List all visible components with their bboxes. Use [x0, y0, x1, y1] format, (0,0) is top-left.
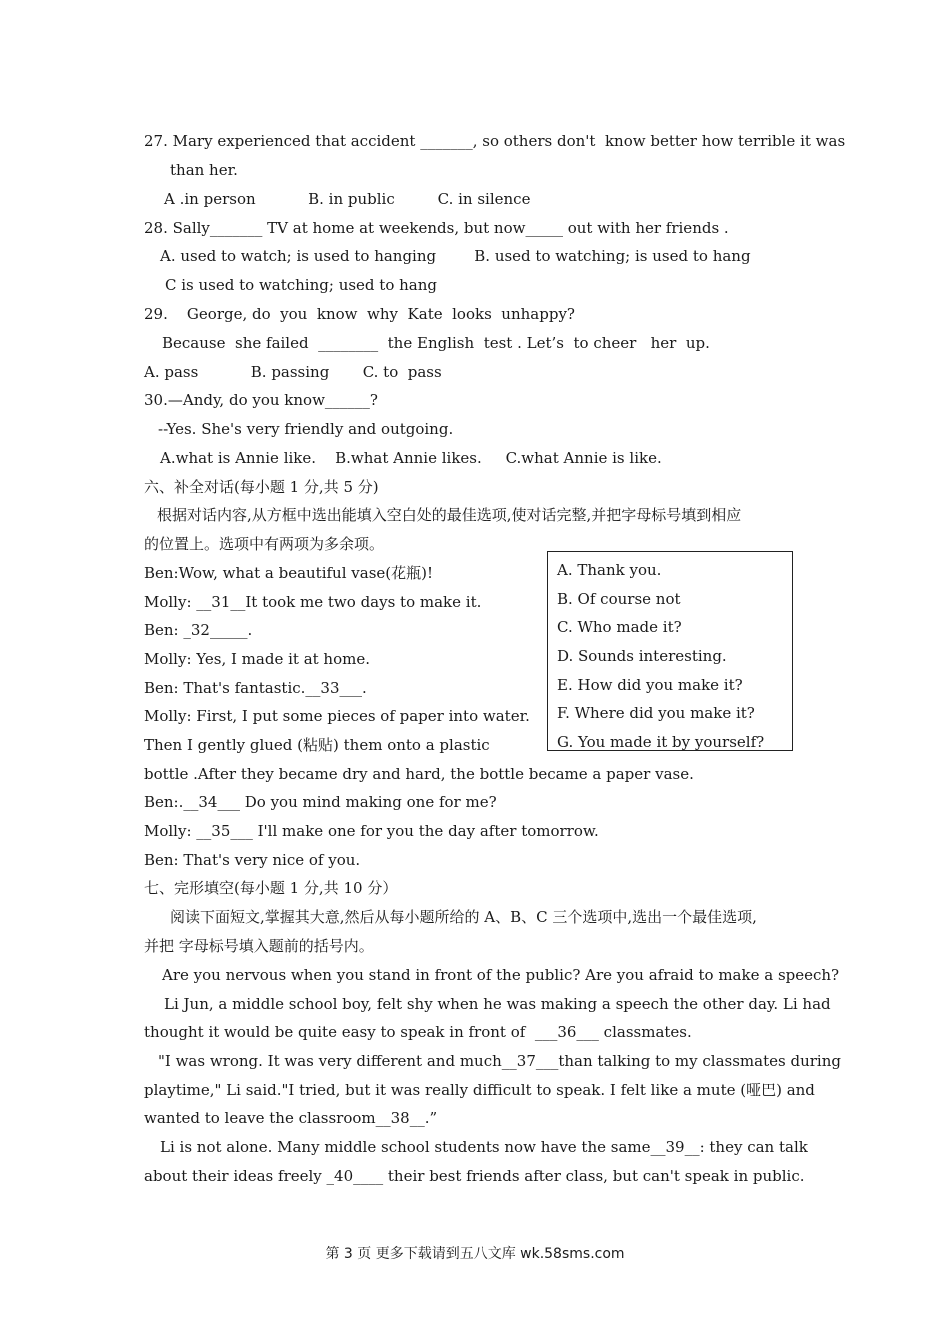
- page-footer: 第 3 页 更多下载请到五八文库 wk.58sms.com: [325, 1246, 625, 1262]
- passage-line: "I was wrong. It was very different and much__37___than talking to my classmates during: [158, 1052, 841, 1070]
- passage-line: about their ideas freely _40____ their best friends after class, but can't speak in public.: [144, 1167, 805, 1185]
- answer-option: E. How did you make it?: [557, 676, 743, 694]
- question-27-stem-continued: than her.: [170, 161, 238, 179]
- question-29-stem: 29. George, do you know why Kate looks unhappy?: [144, 305, 575, 323]
- question-28-options-ab: A. used to watch; is used to hanging B. used to watching; is used to hang: [160, 247, 751, 265]
- dialogue-line: Molly: __35___ I'll make one for you the day after tomorrow.: [144, 822, 599, 840]
- dialogue-line: Molly: __31__It took me two days to make it.: [144, 593, 482, 611]
- section-7-instruction-line2: 并把 字母标号填入题前的括号内。: [144, 937, 374, 955]
- dialogue-line: Molly: Yes, I made it at home.: [144, 650, 370, 668]
- passage-line: wanted to leave the classroom__38__.”: [144, 1109, 438, 1127]
- question-30-stem: 30.—Andy, do you know______?: [144, 391, 378, 409]
- section-6-heading: 六、补全对话(每小题 1 分,共 5 分): [144, 478, 379, 496]
- answer-options-box: [547, 551, 793, 751]
- answer-option: C. Who made it?: [557, 618, 682, 636]
- question-29-stem-continued: Because she failed ________ the English test . Let’s to cheer her up.: [162, 334, 710, 352]
- question-27-stem: 27. Mary experienced that accident _______, so others don't know better how terrible it was: [144, 132, 846, 150]
- section-7-heading: 七、完形填空(每小题 1 分,共 10 分）: [144, 879, 398, 897]
- dialogue-line: Molly: First, I put some pieces of paper into water.: [144, 707, 530, 725]
- answer-option: B. Of course not: [557, 590, 681, 608]
- passage-line: Li is not alone. Many middle school students now have the same__39__: they can talk: [160, 1138, 808, 1156]
- dialogue-line: Ben:.__34___ Do you mind making one for me?: [144, 793, 497, 811]
- passage-line: Li Jun, a middle school boy, felt shy when he was making a speech the other day. Li had: [164, 995, 831, 1013]
- dialogue-line: Then I gently glued (粘贴) them onto a plastic: [144, 736, 490, 754]
- question-30-reply: --Yes. She's very friendly and outgoing.: [158, 420, 454, 438]
- question-28-stem: 28. Sally_______ TV at home at weekends, but now_____ out with her friends .: [144, 219, 729, 237]
- dialogue-line: Ben: _32_____.: [144, 621, 253, 639]
- question-30-options: A.what is Annie like. B.what Annie likes. C.what Annie is like.: [160, 449, 662, 467]
- answer-option: D. Sounds interesting.: [557, 647, 727, 665]
- dialogue-line: Ben: That's very nice of you.: [144, 851, 361, 869]
- section-7-instruction-line1: 阅读下面短文,掌握其大意,然后从每小题所给的 A、B、C 三个选项中,选出一个最佳选项,: [170, 908, 757, 926]
- question-29-options: A. pass B. passing C. to pass: [144, 363, 442, 381]
- passage-line: playtime," Li said."I tried, but it was really difficult to speak. I felt like a mute (哑巴) and: [144, 1081, 815, 1099]
- dialogue-line: bottle .After they became dry and hard, the bottle became a paper vase.: [144, 765, 694, 783]
- answer-option: G. You made it by yourself?: [557, 733, 765, 751]
- section-6-instruction-line2: 的位置上。选项中有两项为多余项。: [144, 535, 385, 553]
- passage-line: Are you nervous when you stand in front of the public? Are you afraid to make a speech?: [162, 966, 840, 984]
- dialogue-line: Ben:Wow, what a beautiful vase(花瓶)!: [144, 564, 433, 582]
- passage-line: thought it would be quite easy to speak in front of ___36___ classmates.: [144, 1023, 692, 1041]
- answer-option: A. Thank you.: [557, 561, 662, 579]
- question-27-options: A .in person B. in public C. in silence: [164, 190, 531, 208]
- section-6-instruction-line1: 根据对话内容,从方框中选出能填入空白处的最佳选项,使对话完整,并把字母标号填到相应: [157, 506, 742, 524]
- dialogue-line: Ben: That's fantastic.__33___.: [144, 679, 367, 697]
- answer-option: F. Where did you make it?: [557, 704, 755, 722]
- question-28-options-c: C is used to watching; used to hang: [165, 276, 437, 294]
